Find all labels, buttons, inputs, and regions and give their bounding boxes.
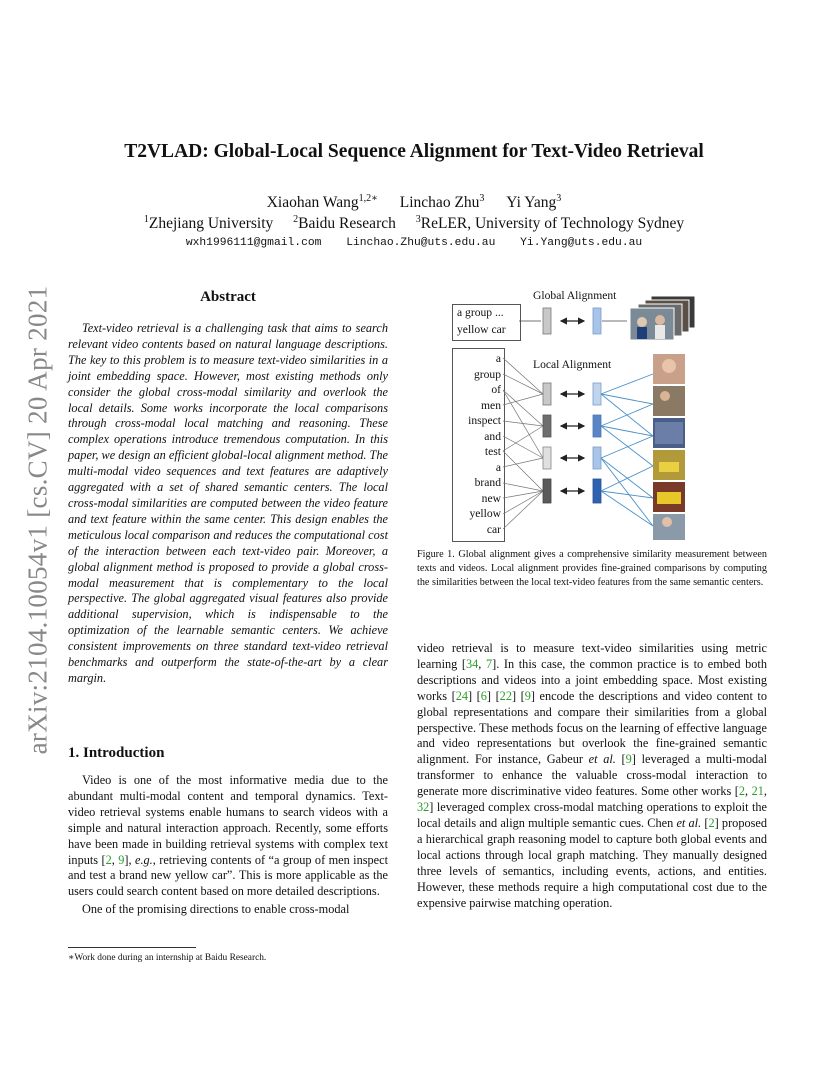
text-run: ,: [745, 784, 752, 799]
word: car: [486, 522, 501, 536]
text-run: ,: [763, 784, 767, 799]
figure-1: [417, 286, 767, 542]
figure-diagram: [417, 286, 767, 542]
affiliation-sup: 2: [293, 214, 299, 225]
video-frames-stack: [630, 296, 695, 340]
text-run: ] encode the descriptions and video content to global representations and compare their similarities from a global perspective. These methods focus on the learning of effective language and video representations but overlook the fine-grained semantic alignment. For instance, Gabeur: [417, 688, 767, 767]
arxiv-stamp-text: arXiv:2104.10054v1 [cs.CV] 20 Apr 2021: [22, 285, 53, 755]
word: yellow: [469, 507, 501, 520]
text-run: ] leveraged a multi-modal transformer to enhance the valuable cross-modal interaction to generate more discriminative video features. Some other works [: [417, 752, 767, 799]
email-link[interactable]: wxh1996111@gmail.com: [185, 237, 322, 249]
author-sup: 1,2∗: [358, 193, 378, 204]
citation-link[interactable]: 6: [480, 688, 487, 703]
email-link[interactable]: Linchao.Zhu@uts.edu.au: [346, 237, 496, 249]
query-line-2: yellow car: [457, 323, 506, 336]
author: [506, 194, 561, 211]
intro-body: [68, 773, 388, 918]
local-alignment-label: Local Alignment: [533, 358, 612, 371]
text-global-feature: [543, 308, 551, 334]
affiliation-name: ReLER, University of Technology Sydney: [420, 215, 685, 233]
text-run: Video is one of the most informative media due to the abundant multi-modal content and temporal dynamics. Text-video retrieval systems enable humans to search videos with a simple and natural interaction approach. Recently, some efforts have been made in building retrieval systems with complex text inputs [: [68, 773, 388, 867]
affiliation-sup: 3: [415, 214, 421, 225]
citation-link[interactable]: 32: [417, 800, 430, 815]
word: brand: [474, 476, 501, 489]
affiliation-name: Baidu Research: [298, 215, 396, 233]
word: and: [484, 429, 501, 443]
citation-link[interactable]: 9: [118, 852, 125, 867]
video-frame-thumbnails: [653, 354, 685, 540]
affiliation: [144, 215, 273, 232]
author-name: Linchao Zhu: [399, 194, 480, 212]
citation-link[interactable]: 24: [455, 688, 469, 703]
affiliation-list: [0, 214, 828, 233]
affiliation-sup: 1: [143, 214, 149, 225]
citation-link[interactable]: 22: [499, 688, 512, 703]
citation-link[interactable]: 2: [708, 815, 715, 830]
citation-link[interactable]: 2: [738, 784, 746, 799]
global-alignment-label: Global Alignment: [533, 289, 617, 302]
author-name: Xiaohan Wang: [266, 194, 359, 212]
word: a: [495, 460, 501, 474]
citation-link[interactable]: 21: [751, 784, 764, 799]
right-column-body: [417, 641, 767, 911]
text-run: ] [: [511, 688, 525, 703]
local-double-arrows: [561, 394, 584, 491]
video-local-features: [593, 383, 601, 503]
citation-link[interactable]: 9: [524, 688, 531, 703]
figure-caption: Figure 1. Global alignment gives a comprehensive similarity measurement between texts and videos. Local alignment provides fine-grained comparisons by computing the similarities between the local text-video features from the same semantic centers.: [417, 549, 767, 589]
affiliation-name: Zhejiang University: [148, 215, 274, 233]
text-run: ],: [124, 852, 135, 867]
citation-link[interactable]: 7: [485, 656, 493, 671]
text-run: et al.: [588, 752, 616, 767]
text-run: [: [701, 815, 709, 830]
paper-title: T2VLAD: Global-Local Sequence Alignment for Text-Video Retrieval: [124, 141, 704, 162]
author: [267, 194, 378, 211]
text-run: ] [: [486, 688, 500, 703]
author-sup: 3: [556, 193, 562, 204]
word: of: [491, 383, 501, 396]
word: inspect: [468, 414, 501, 427]
video-global-feature: [593, 308, 601, 334]
text-run: ] proposed a hierarchical graph reasoning model to capture both global events and local actions through local graph matching. They manually designed three levels of semantics, including events, actions, and entities. However, these methods require a high computational cost due to the expensive pairwise matching operation.: [417, 815, 768, 910]
email-list: [0, 237, 828, 249]
footnote: ∗Work done during an internship at Baidu Research.: [68, 953, 267, 963]
abstract-text: Text-video retrieval is a challenging task that aims to search relevant video contents based on natural language descriptions. The key to this problem is to measure text-video similarities in a joint embedding space. However, most existing methods only consider the global cross-modal similarity and overlook the local details. Some works incorporate the local comparisons through cross-modal local matching and reasoning. These complex operations introduce tremendous computation. In this paper, we design an efficient global-local alignment method. The multi-modal video sequences and text features are adaptively aggregated with a set of shared semantic centers. The local cross-modal similarities are computed between the video feature and text feature within the same center. This design enables the meticulous local comparison and reduces the computational cost of the interaction between each text-video pair. Moreover, a global alignment method is proposed to provide a global cross-modal measurement that is complementary to the local perspective. The global aggregated visual features also provide additional supervision, which is indispensable to the optimization of the learnable semantic centers. We achieve consistent improvements on three standard text-video retrieval benchmarks and outperform the state-of-the-art by a clear margin.: [68, 321, 388, 685]
text-run: , retrieving contents of “a group of men inspect and test a brand new yellow car”. This is more applicable as the users could search content based on more detailed descriptions.: [68, 852, 389, 899]
author-sup: 3: [479, 193, 485, 204]
word: men: [481, 398, 501, 412]
text-run: ]. In this case, the common practice is to embed both descriptions and videos into a joint embedding space. Most existing works [: [417, 656, 767, 703]
text-run: e.g.: [134, 852, 153, 867]
email-link[interactable]: Yi.Yang@uts.edu.au: [520, 237, 643, 249]
abstract-heading: Abstract: [200, 289, 256, 305]
affiliation: [293, 215, 396, 232]
citation-link[interactable]: 2: [105, 852, 112, 867]
author-name: Yi Yang: [506, 194, 557, 212]
citation-link[interactable]: 34: [466, 656, 479, 671]
text-run: ,: [478, 656, 486, 671]
text-run: ] leveraged complex cross-modal matching operations to exploit the local details and align multiple semantic cues. Chen: [417, 800, 767, 830]
author-list: [0, 193, 828, 212]
text-run: video retrieval is to measure text-video similarities using metric learning [: [417, 641, 767, 671]
intro-paragraph-2: One of the promising directions to enable cross-modal: [82, 902, 350, 917]
word: a: [495, 352, 501, 365]
feature-frame-links: [601, 374, 653, 526]
word-feature-links: [503, 358, 543, 529]
query-line-1: a group ...: [457, 306, 504, 319]
text-run: [: [615, 752, 626, 767]
text-run: ] [: [468, 688, 481, 703]
word: group: [473, 367, 501, 381]
text-local-features: [543, 383, 551, 503]
word: test: [484, 445, 501, 458]
footnote-rule: [68, 947, 196, 948]
right-paragraph: [417, 641, 767, 911]
text-run: et al.: [676, 815, 702, 830]
intro-paragraph-1: [68, 773, 388, 900]
intro-heading: 1. Introduction: [68, 745, 165, 761]
citation-link[interactable]: 9: [625, 752, 632, 767]
text-run: ,: [111, 852, 119, 867]
affiliation: [416, 215, 684, 232]
author: [400, 194, 485, 211]
word: new: [481, 491, 501, 505]
